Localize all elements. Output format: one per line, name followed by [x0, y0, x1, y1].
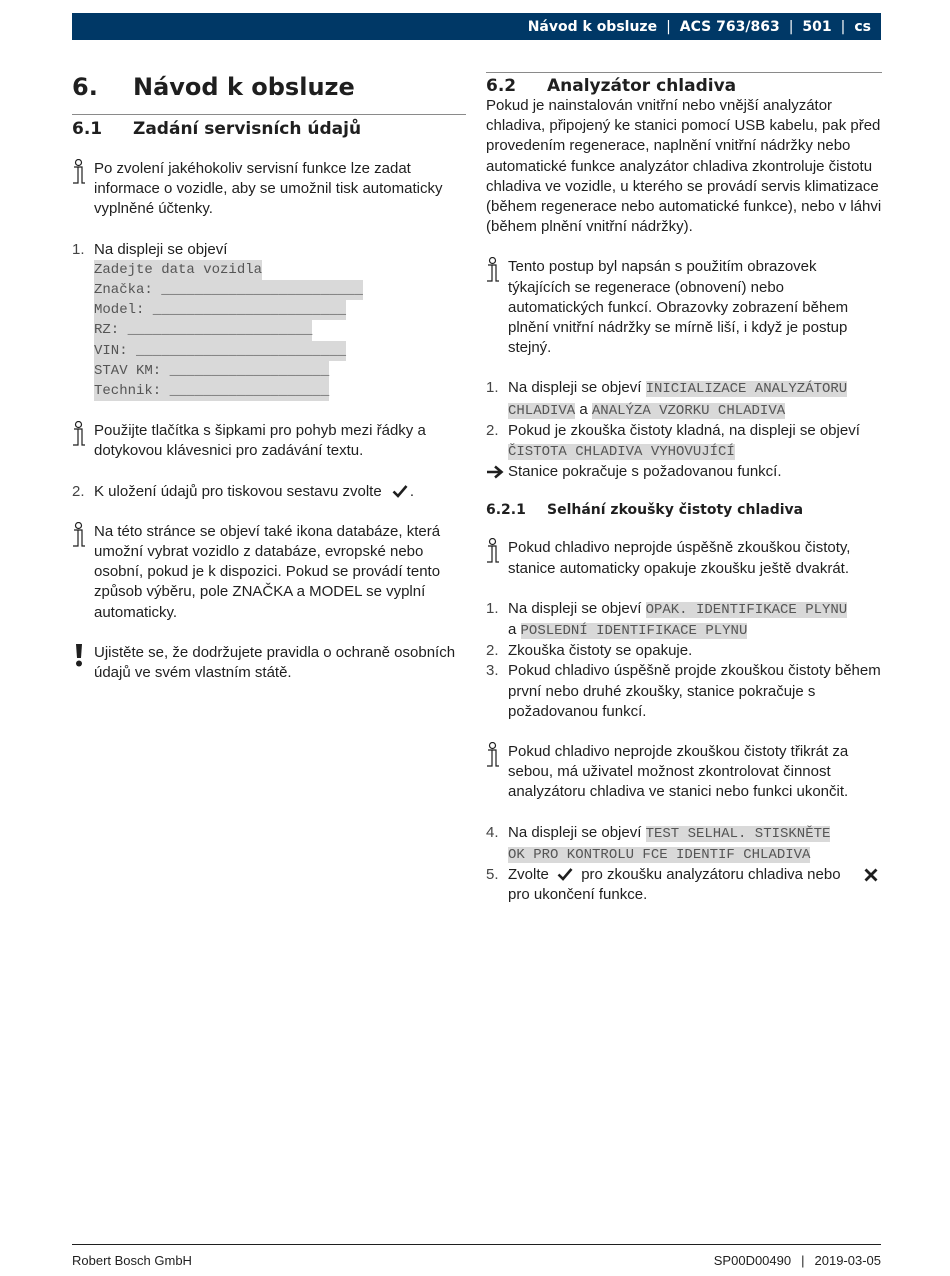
screen-message: TEST SELHAL. STISKNĚTE: [645, 825, 831, 842]
info-note-text: Pokud chladivo neprojde zkouškou čistoty třikrát za sebou, má uživatel možnost zkontrolovat činnost analyzátoru chladiva ve stanici nebo funkci ukončit.: [508, 743, 849, 801]
header-model: ACS 763/863: [679, 18, 780, 35]
exclamation-icon: [72, 643, 94, 683]
header-language: cs: [854, 18, 871, 35]
info-note: [486, 742, 882, 803]
screen-line: Zadejte data vozidla: [94, 260, 262, 280]
step-item: [486, 823, 882, 865]
footer-document-number: SP00D00490: [713, 1253, 792, 1268]
screen-line: Značka: ________________________: [94, 280, 363, 300]
step-item: [486, 421, 882, 462]
info-note: [486, 538, 882, 578]
step-text: Na displeji se objeví: [508, 823, 642, 841]
step-number: 2.: [486, 421, 499, 439]
screen-message: ČISTOTA CHLADIVA VYHOVUJÍCÍ: [508, 444, 735, 461]
step-number: 1.: [486, 599, 499, 617]
checkmark-icon: [557, 867, 573, 881]
screen-line: RZ: ______________________: [94, 320, 312, 340]
info-icon: [72, 421, 94, 461]
step-item: [486, 865, 882, 905]
step-text: Pokud chladivo úspěšně projde zkouškou čistoty během první nebo druhé zkoušky, stanice pokračuje s požadovanou funkcí.: [508, 662, 881, 720]
screen-message: POSLEDNÍ IDENTIFIKACE PLYNU: [520, 623, 748, 640]
footer-date: 2019-03-05: [814, 1253, 881, 1268]
arrow-right-icon: [486, 462, 508, 482]
info-note: [486, 257, 882, 358]
intro-paragraph: Pokud je nainstalován vnitřní nebo vnější analyzátor chladiva, připojený ke stanici pomocí USB kabelu, pak před provedením regenerace, naplnění vnitřní nádržky nebo automatické funkce analyzátor chladiva zkontroluje čistotu chladiva ve vozidle, u kterého se provádí servis klimatizace (během regenerace nebo automatické funkce), nebo v láhvi (během plnění vnitřní nádržky).: [486, 97, 882, 236]
header-title: Návod k obsluze: [527, 18, 658, 35]
screen-message: OPAK. IDENTIFIKACE PLYNU: [645, 601, 848, 618]
page-footer: Robert Bosch GmbH SP00D00490 | 2019-03-05: [72, 1253, 881, 1268]
info-icon: [72, 159, 94, 220]
subsection-title: Selhání zkoušky čistoty chladiva: [547, 502, 804, 519]
subsection-number: 6.2.1: [486, 502, 526, 519]
section-heading-6-2: [486, 76, 882, 96]
subsection-heading-6-2-1: [486, 502, 882, 518]
info-note-text: Na této stránce se objeví také ikona databáze, která umožní vybrat vozidlo z databáze, evropské nebo osobní, pokud je k dispozici. Pokud se provádí tento způsob výběru, pole ZNAČKA a MODEL se vyplní automaticky.: [94, 522, 441, 621]
screen-line: Technik: ___________________: [94, 381, 329, 401]
result-item: [486, 462, 882, 482]
conjunction: a: [579, 400, 588, 418]
step-text: Na displeji se objeví: [508, 379, 642, 397]
screen-line: Model: _______________________: [94, 300, 346, 320]
cross-icon: [864, 868, 878, 882]
step-text: Zkouška čistoty se opakuje.: [508, 642, 693, 660]
screen-line: STAV KM: ___________________: [94, 361, 329, 381]
page-header: Návod k obsluze | ACS 763/863 | 501 | cs: [72, 13, 881, 40]
conjunction: a: [508, 621, 517, 639]
step-text: Zvolte: [508, 866, 549, 884]
header-page-number: 501: [802, 18, 832, 35]
divider: [72, 114, 466, 115]
step-item: [486, 378, 882, 420]
chapter-title: Návod k obsluze: [133, 73, 355, 101]
info-icon: [486, 257, 508, 358]
info-icon: [486, 742, 508, 803]
result-text: Stanice pokračuje s požadovanou funkcí.: [508, 463, 782, 481]
section-title: Analyzátor chladiva: [547, 76, 737, 96]
step-end: .: [409, 482, 415, 500]
info-note-text: Tento postup byl napsán s použitím obrazovek týkajících se regenerace (obnovení) nebo automatických funkcí. Obrazovky zobrazení během plnění vnitřní nádržky se mírně liší, i když je postup stejný.: [508, 258, 849, 357]
info-note: [72, 159, 466, 220]
right-column: [486, 72, 882, 906]
section-heading-6-1: [72, 119, 466, 139]
info-note: [72, 522, 466, 623]
step-item: [486, 599, 882, 641]
step-item: [486, 661, 882, 722]
screen-line: VIN: _________________________: [94, 341, 346, 361]
checkmark-icon: [392, 484, 408, 498]
screen-message: CHLADIVA: [508, 402, 576, 419]
footer-company: Robert Bosch GmbH: [72, 1253, 192, 1268]
warning-note: [72, 643, 466, 683]
left-column: [72, 62, 466, 683]
step-number: 1.: [72, 240, 85, 258]
step-item: [486, 641, 882, 661]
info-note-text: Použijte tlačítka s šipkami pro pohyb mezi řádky a dotykovou klávesnici pro zadávání textu.: [94, 422, 426, 460]
step-number: 1.: [486, 379, 499, 397]
section-number: 6.2: [486, 76, 517, 96]
warning-note-text: Ujistěte se, že dodržujete pravidla o ochraně osobních údajů ve svém vlastním státě.: [94, 643, 456, 682]
step-item: [72, 240, 466, 402]
screen-message: INICIALIZACE ANALYZÁTORU: [645, 381, 848, 398]
chapter-heading: [72, 66, 466, 108]
step-number: 3.: [486, 662, 499, 680]
info-icon: [72, 522, 94, 623]
step-number: 2.: [72, 482, 85, 500]
divider: [486, 72, 882, 73]
step-text: pro zkoušku analyzátoru chladiva nebo: [581, 866, 841, 884]
info-note-text: Pokud chladivo neprojde úspěšně zkouškou čistoty, stanice automaticky opakuje zkoušku ještě dvakrát.: [508, 539, 851, 577]
screen-message: OK PRO KONTROLU FCE IDENTIF CHLADIVA: [508, 846, 811, 863]
section-title: Zadání servisních údajů: [133, 119, 362, 139]
section-number: 6.1: [72, 119, 103, 139]
info-note: [72, 421, 466, 461]
step-item: [72, 482, 466, 502]
step-text: K uložení údajů pro tiskovou sestavu zvolte: [94, 482, 382, 500]
step-text: Na displeji se objeví: [94, 240, 228, 258]
step-number: 2.: [486, 642, 499, 660]
step-text: Pokud je zkouška čistoty kladná, na displeji se objeví: [508, 421, 860, 439]
step-text: pro ukončení funkce.: [508, 886, 648, 904]
info-note-text: Po zvolení jakéhokoliv servisní funkce lze zadat informace o vozidle, aby se umožnil tisk automaticky vyplněné účtenky.: [94, 160, 443, 218]
chapter-number: 6.: [72, 73, 98, 101]
step-text: Na displeji se objeví: [508, 599, 642, 617]
step-number: 5.: [486, 866, 499, 884]
screen-message: ANALÝZA VZORKU CHLADIVA: [591, 402, 786, 419]
info-icon: [486, 538, 508, 578]
step-number: 4.: [486, 823, 499, 841]
footer-divider: [72, 1244, 881, 1245]
